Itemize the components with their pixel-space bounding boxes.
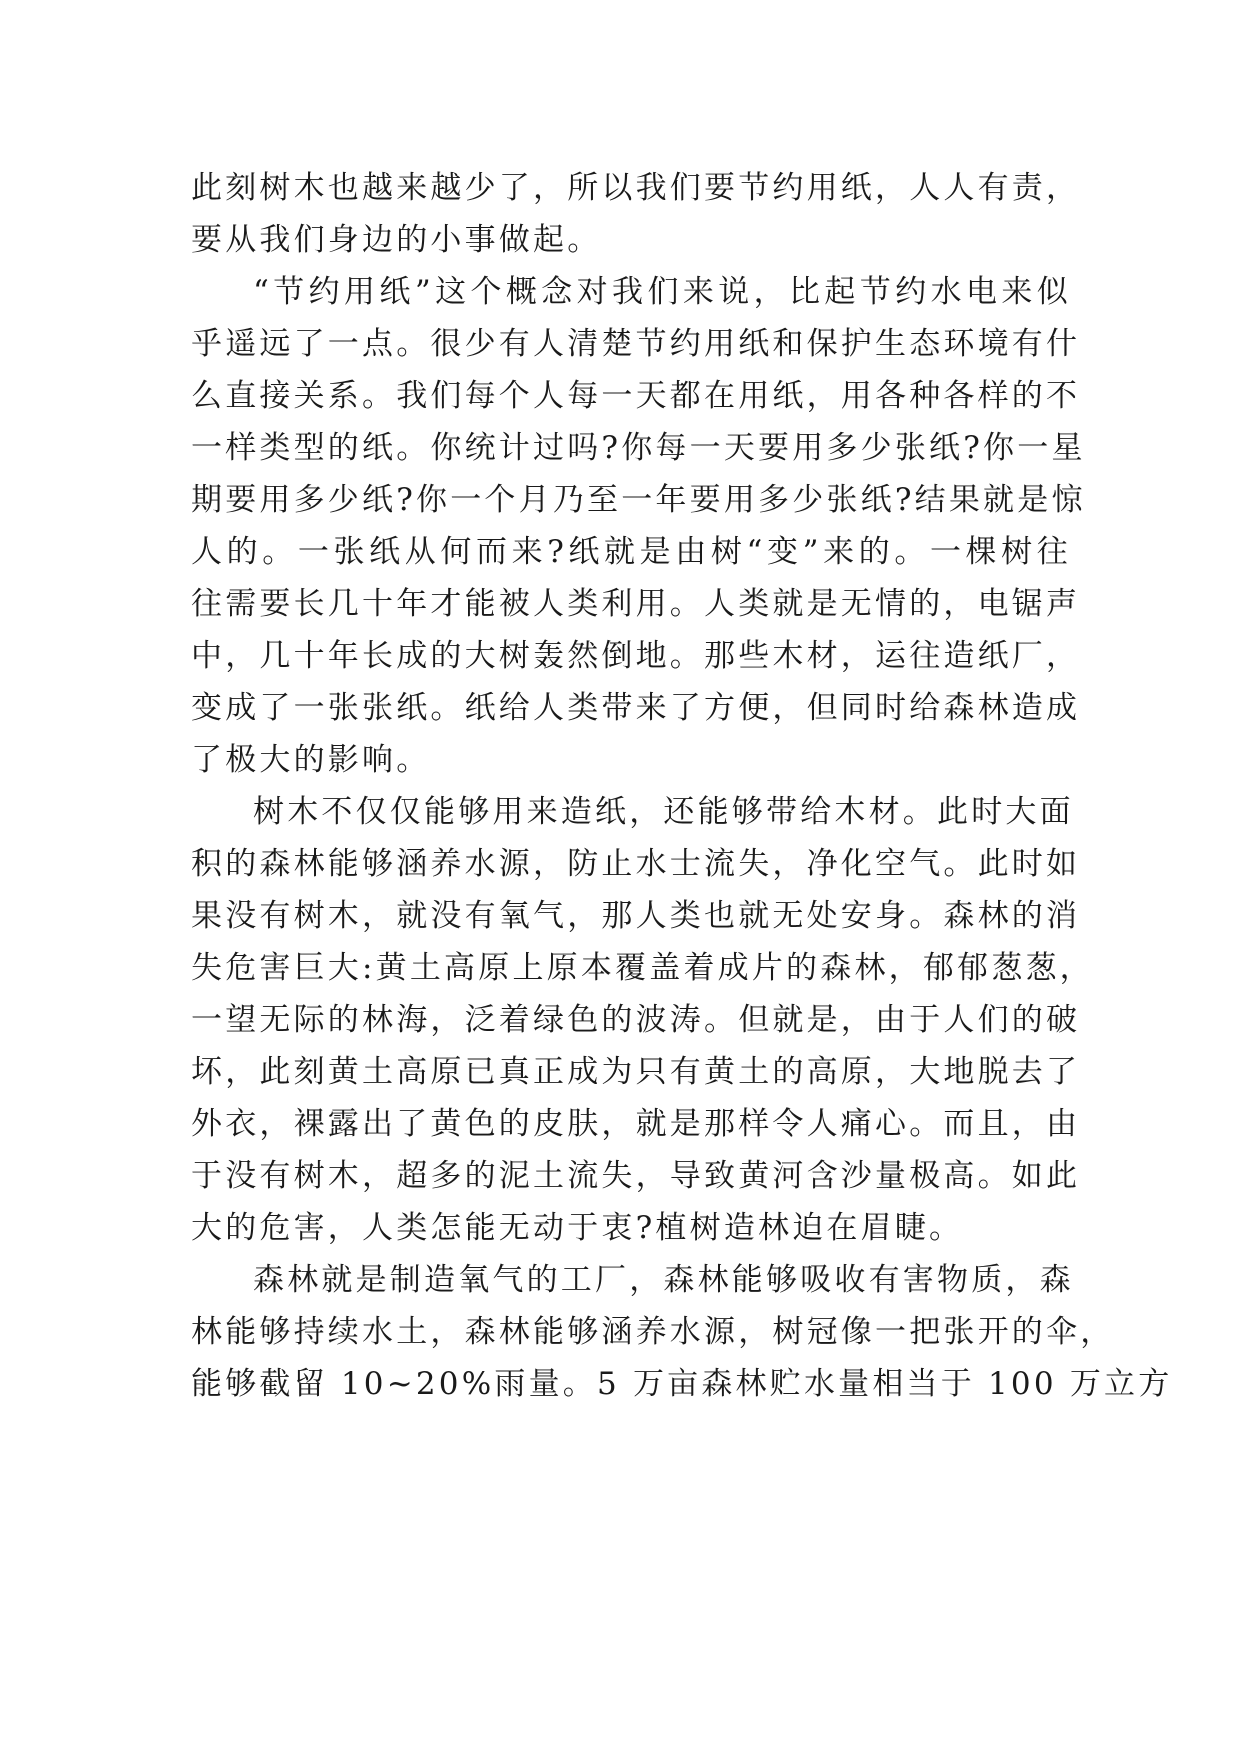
text-line: 人的。一张纸从何而来?纸就是由树“变”来的。一棵树往 — [191, 534, 1071, 570]
text-line: 坏，此刻黄土高原已真正成为只有黄土的高原，大地脱去了 — [191, 1054, 1081, 1090]
text-line: 了极大的影响。 — [191, 742, 431, 778]
text-line: 失危害巨大:黄土高原上原本覆盖着成片的森林，郁郁葱葱， — [191, 950, 1094, 986]
text-line: 么直接关系。我们每个人每一天都在用纸，用各种各样的不 — [191, 378, 1081, 414]
paragraph-first-line: 森林就是制造氧气的工厂，森林能够吸收有害物质，森 — [253, 1262, 1074, 1298]
document-body — [191, 162, 1173, 1410]
text-line: 乎遥远了一点。很少有人清楚节约用纸和保护生态环境有什 — [191, 326, 1081, 362]
paragraph-first-line: 树木不仅仅能够用来造纸，还能够带给木材。此时大面 — [253, 794, 1074, 830]
text-line: 外衣，裸露出了黄色的皮肤，就是那样令人痛心。而且，由 — [191, 1106, 1081, 1142]
text-line: 林能够持续水土，森林能够涵养水源，树冠像一把张开的伞， — [191, 1314, 1115, 1350]
text-line: 于没有树木，超多的泥土流失，导致黄河含沙量极高。如此 — [191, 1158, 1081, 1194]
text-line: 一望无际的林海，泛着绿色的波涛。但就是，由于人们的破 — [191, 1002, 1081, 1038]
text-line: 往需要长几十年才能被人类利用。人类就是无情的，电锯声 — [191, 586, 1081, 622]
text-line: 变成了一张张纸。纸给人类带来了方便，但同时给森林造成 — [191, 690, 1081, 726]
text-line: 能够截留 10~20%雨量。5 万亩森林贮水量相当于 100 万立方 — [191, 1366, 1173, 1402]
text-line: 果没有树木，就没有氧气，那人类也就无处安身。森林的消 — [191, 898, 1081, 934]
text-line: 大的危害，人类怎能无动于衷?植树造林迫在眉睫。 — [191, 1210, 964, 1246]
text-line: 一样类型的纸。你统计过吗?你每一天要用多少张纸?你一星 — [191, 430, 1086, 466]
text-line: 积的森林能够涵养水源，防止水士流失，净化空气。此时如 — [191, 846, 1081, 882]
paragraph-first-line: “节约用纸”这个概念对我们来说，比起节约水电来似 — [253, 274, 1071, 310]
text-line: 此刻树木也越来越少了，所以我们要节约用纸，人人有责， — [191, 170, 1081, 206]
text-line: 期要用多少纸?你一个月乃至一年要用多少张纸?结果就是惊 — [191, 482, 1086, 518]
text-line: 要从我们身边的小事做起。 — [191, 222, 602, 258]
text-line: 中，几十年长成的大树轰然倒地。那些木材，运往造纸厂， — [191, 638, 1081, 674]
